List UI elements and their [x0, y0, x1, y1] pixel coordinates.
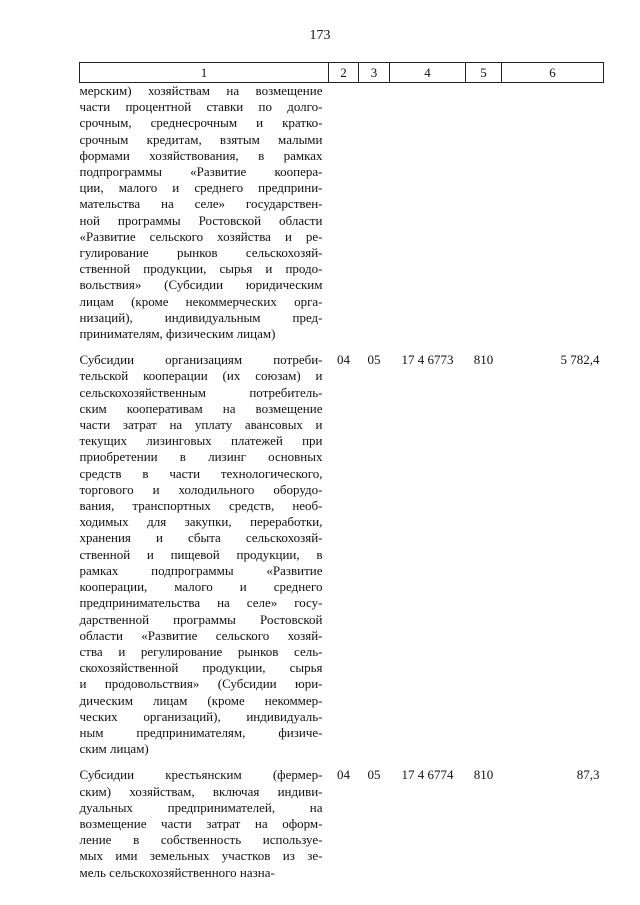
- amount: [502, 83, 604, 343]
- subsection-code: 05: [367, 352, 381, 368]
- description-line: ским кооперативам на возмещение: [79, 400, 323, 416]
- header-cell-1: 1: [80, 63, 329, 83]
- description-line: хранения и сбыта сельскохозяй-: [79, 530, 323, 546]
- table-row: [80, 352, 604, 757]
- description-line: мательства на селе» государствен-: [79, 196, 323, 212]
- header-cell-2: 2: [329, 63, 359, 83]
- description-line: ским лицам): [79, 741, 149, 757]
- page-number: 173: [309, 28, 331, 43]
- description-line: сельскохозяйственным потребитель-: [79, 384, 323, 400]
- target-article-code: 17 4 6774: [401, 767, 454, 783]
- section-code: 04: [337, 352, 350, 368]
- amount: 87,3: [576, 767, 600, 783]
- description-line: мель сельскохозяйственного назна-: [79, 864, 275, 880]
- table-body: [80, 83, 604, 881]
- description-line: срочным, среднесрочным и кратко-: [79, 115, 323, 131]
- description-line: части процентной ставки по долго-: [79, 99, 323, 115]
- header-cell-4: 4: [390, 63, 466, 83]
- description-line: дарственной программы Ростовской: [79, 611, 323, 627]
- description-line: тельской кооперации (их союзам) и: [79, 368, 323, 384]
- header-cell-5: 5: [466, 63, 502, 83]
- description-line: ление в собственность используе-: [79, 832, 323, 848]
- table-row: [80, 83, 604, 343]
- target-article-code: [390, 83, 466, 343]
- description-line: вольствия» (Субсидии юридическим: [79, 277, 323, 293]
- description-line: текущих лизинговых платежей при: [79, 433, 323, 449]
- row-description: [80, 767, 329, 880]
- expense-type-code: [466, 83, 502, 343]
- budget-table: [79, 62, 604, 881]
- table-row: [80, 767, 604, 880]
- row-description: [80, 352, 329, 757]
- row-spacer: [80, 342, 604, 352]
- expense-type-code: 810: [473, 767, 494, 783]
- description-line: приобретении в лизинг основных: [79, 449, 323, 465]
- description-line: средств в части технологического,: [79, 465, 323, 481]
- description-line: ским) хозяйствам, включая индиви-: [79, 783, 323, 799]
- subsection-code: [359, 83, 390, 343]
- description-line: рамках подпрограммы «Развитие: [79, 562, 323, 578]
- amount: 5 782,4: [560, 352, 600, 368]
- description-line: ственной продукции, сырья и продо-: [79, 261, 323, 277]
- description-line: мерским) хозяйствам на возмещение: [79, 83, 323, 98]
- target-article-code: 17 4 6773: [401, 352, 454, 368]
- description-line: формами хозяйствования, в рамках: [79, 147, 323, 163]
- description-line: дуальных предпринимателей, на: [79, 799, 323, 815]
- description-line: кооперации, малого и среднего: [79, 579, 323, 595]
- description-line: срочным кредитам, взятым малыми: [79, 131, 323, 147]
- description-line: подпрограммы «Развитие коопера-: [79, 164, 323, 180]
- description-line: вания, транспортных средств, необ-: [79, 498, 323, 514]
- description-line: ходимых для закупки, переработки,: [79, 514, 323, 530]
- description-line: ственной и пищевой продукции, в: [79, 546, 323, 562]
- header-cell-6: 6: [502, 63, 604, 83]
- description-line: ной программы Ростовской области: [79, 212, 323, 228]
- section-code: [329, 83, 359, 343]
- description-line: «Развитие сельского хозяйства и ре-: [79, 228, 323, 244]
- description-line: части затрат на уплату авансовых и: [79, 417, 323, 433]
- description-line: дическим лицам (кроме некоммер-: [79, 692, 323, 708]
- description-line: ции, малого и среднего предприни-: [79, 180, 323, 196]
- section-code: 04: [337, 767, 350, 783]
- description-line: ства и регулирование рынков сель-: [79, 643, 323, 659]
- description-line: мых ими земельных участков из зе-: [79, 848, 323, 864]
- header-row: [80, 63, 604, 83]
- description-line: принимателям, физическим лицам): [79, 326, 276, 342]
- row-spacer: [80, 757, 604, 767]
- expense-type-code: 810: [473, 352, 494, 368]
- description-line: Субсидии организациям потреби-: [79, 352, 323, 368]
- header-cell-3: 3: [359, 63, 390, 83]
- row-description: [80, 83, 329, 343]
- description-line: и продовольствия» (Субсидии юри-: [79, 676, 323, 692]
- description-line: торгового и холодильного оборудо-: [79, 481, 323, 497]
- description-line: области «Развитие сельского хозяй-: [79, 627, 323, 643]
- subsection-code: 05: [367, 767, 381, 783]
- description-line: Субсидии крестьянским (фермер-: [79, 767, 323, 783]
- description-line: ческих организаций), индивидуаль-: [79, 708, 323, 724]
- description-line: низаций), индивидуальным пред-: [79, 309, 323, 325]
- description-line: гулирование рынков сельскохозяй-: [79, 245, 323, 261]
- description-line: предпринимательства на селе» госу-: [79, 595, 323, 611]
- description-line: скохозяйственной продукции, сырья: [79, 660, 323, 676]
- description-line: ным предпринимателям, физиче-: [79, 724, 323, 740]
- description-line: возмещение части затрат на оформ-: [79, 815, 323, 831]
- description-line: лицам (кроме некоммерческих орга-: [79, 293, 323, 309]
